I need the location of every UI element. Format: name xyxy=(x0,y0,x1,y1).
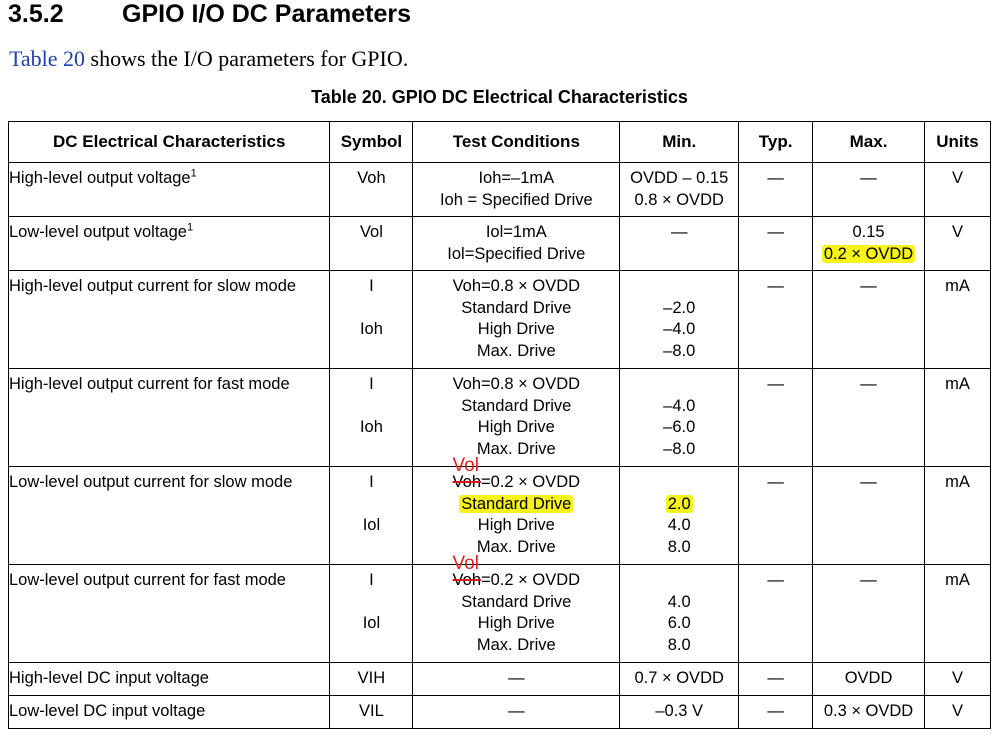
typ-cell: — xyxy=(739,163,813,217)
symbol-cell: I Iol xyxy=(330,565,413,663)
table-20-link[interactable]: Table 20 xyxy=(9,46,86,71)
col-header-min: Min. xyxy=(620,122,739,163)
symbol-cell: I Iol xyxy=(330,467,413,565)
highlighted-max-value: 0.2 × OVDD xyxy=(823,244,914,263)
units-cell: V xyxy=(925,163,991,217)
symbol-cell: Voh xyxy=(330,163,413,217)
handwritten-correction: Vol xyxy=(452,455,479,476)
typ-cell: — xyxy=(739,467,813,565)
param-cell: Low-level output voltage$^1$ xyxy=(9,217,330,271)
col-header-units: Units xyxy=(925,122,991,163)
col-header-max: Max. xyxy=(813,122,925,163)
typ-cell: — xyxy=(739,696,813,729)
condition-cell: Voh=0.8 × OVDD Standard Drive High Drive Max. Drive xyxy=(413,271,620,369)
typ-cell: — xyxy=(739,565,813,663)
condition-cell: — xyxy=(413,696,620,729)
table-caption: Table 20. GPIO DC Electrical Characteristics xyxy=(311,87,688,107)
typ-cell: — xyxy=(739,369,813,467)
condition-cell: Ioh=–1mA Ioh = Specified Drive xyxy=(413,163,620,217)
section-number: 3.5.2 xyxy=(8,0,64,28)
max-cell: — xyxy=(813,163,925,217)
param-cell: High-level output voltage$^1$ xyxy=(9,163,330,217)
units-cell: mA xyxy=(925,565,991,663)
struck-symbol: Voh xyxy=(452,473,481,491)
min-cell: –2.0 –4.0 –8.0 xyxy=(620,271,739,369)
highlighted-min-value: 2.0 xyxy=(667,494,691,513)
typ-cell: — xyxy=(739,663,813,696)
max-cell: — xyxy=(813,271,925,369)
handwritten-correction: Vol xyxy=(452,553,479,574)
col-header-typ: Typ. xyxy=(739,122,813,163)
typ-cell: — xyxy=(739,217,813,271)
param-cell: High-level output current for fast mode xyxy=(9,369,330,467)
section-title: GPIO I/O DC Parameters xyxy=(122,0,412,28)
col-header-test-conditions: Test Conditions xyxy=(413,122,620,163)
table-row xyxy=(9,369,991,467)
table-row xyxy=(9,271,991,369)
param-cell: High-level DC input voltage xyxy=(9,663,330,696)
units-cell: mA xyxy=(925,467,991,565)
table-header-row xyxy=(9,122,991,163)
units-cell: mA xyxy=(925,369,991,467)
condition-cell: — xyxy=(413,663,620,696)
min-cell: –4.0 –6.0 –8.0 xyxy=(620,369,739,467)
condition-cell: Iol=1mA Iol=Specified Drive xyxy=(413,217,620,271)
table-row xyxy=(9,467,991,565)
highlighted-condition: Standard Drive xyxy=(461,494,572,513)
symbol-cell: I Ioh xyxy=(330,369,413,467)
table-row xyxy=(9,217,991,271)
symbol-cell: I Ioh xyxy=(330,271,413,369)
condition-cell: Voh=0.8 × OVDD Standard Drive High Drive Max. Drive xyxy=(413,369,620,467)
max-cell: — xyxy=(813,467,925,565)
table-row xyxy=(9,663,991,696)
min-cell: 2.0 4.0 8.0 xyxy=(620,467,739,565)
max-cell: 0.15 0.2 × OVDD xyxy=(813,217,925,271)
units-cell: mA xyxy=(925,271,991,369)
table-row xyxy=(9,565,991,663)
max-cell: OVDD xyxy=(813,663,925,696)
min-cell: — xyxy=(620,217,739,271)
intro-text: shows the I/O parameters for GPIO. xyxy=(85,46,409,71)
table-row xyxy=(9,696,991,729)
section-heading xyxy=(8,0,411,29)
min-cell: –0.3 V xyxy=(620,696,739,729)
min-cell: OVDD – 0.15 0.8 × OVDD xyxy=(620,163,739,217)
max-cell: — xyxy=(813,565,925,663)
units-cell: V xyxy=(925,663,991,696)
units-cell: V xyxy=(925,217,991,271)
units-cell: V xyxy=(925,696,991,729)
param-cell: Low-level DC input voltage xyxy=(9,696,330,729)
condition-cell: Vol Voh=0.2 × OVDD Standard Drive High Drive Max. Drive xyxy=(413,565,620,663)
gpio-dc-table xyxy=(8,121,991,729)
table-row xyxy=(9,163,991,217)
min-cell: 0.7 × OVDD xyxy=(620,663,739,696)
param-cell: High-level output current for slow mode xyxy=(9,271,330,369)
max-cell: 0.3 × OVDD xyxy=(813,696,925,729)
struck-symbol: Voh xyxy=(452,571,481,589)
intro-paragraph xyxy=(9,46,408,72)
min-cell: 4.0 6.0 8.0 xyxy=(620,565,739,663)
col-header-characteristics: DC Electrical Characteristics xyxy=(9,122,330,163)
symbol-cell: Vol xyxy=(330,217,413,271)
typ-cell: — xyxy=(739,271,813,369)
param-cell: Low-level output current for slow mode xyxy=(9,467,330,565)
col-header-symbol: Symbol xyxy=(330,122,413,163)
symbol-cell: VIL xyxy=(330,696,413,729)
symbol-cell: VIH xyxy=(330,663,413,696)
param-cell: Low-level output current for fast mode xyxy=(9,565,330,663)
max-cell: — xyxy=(813,369,925,467)
condition-cell: Vol Voh=0.2 × OVDD Standard Drive High Drive Max. Drive xyxy=(413,467,620,565)
